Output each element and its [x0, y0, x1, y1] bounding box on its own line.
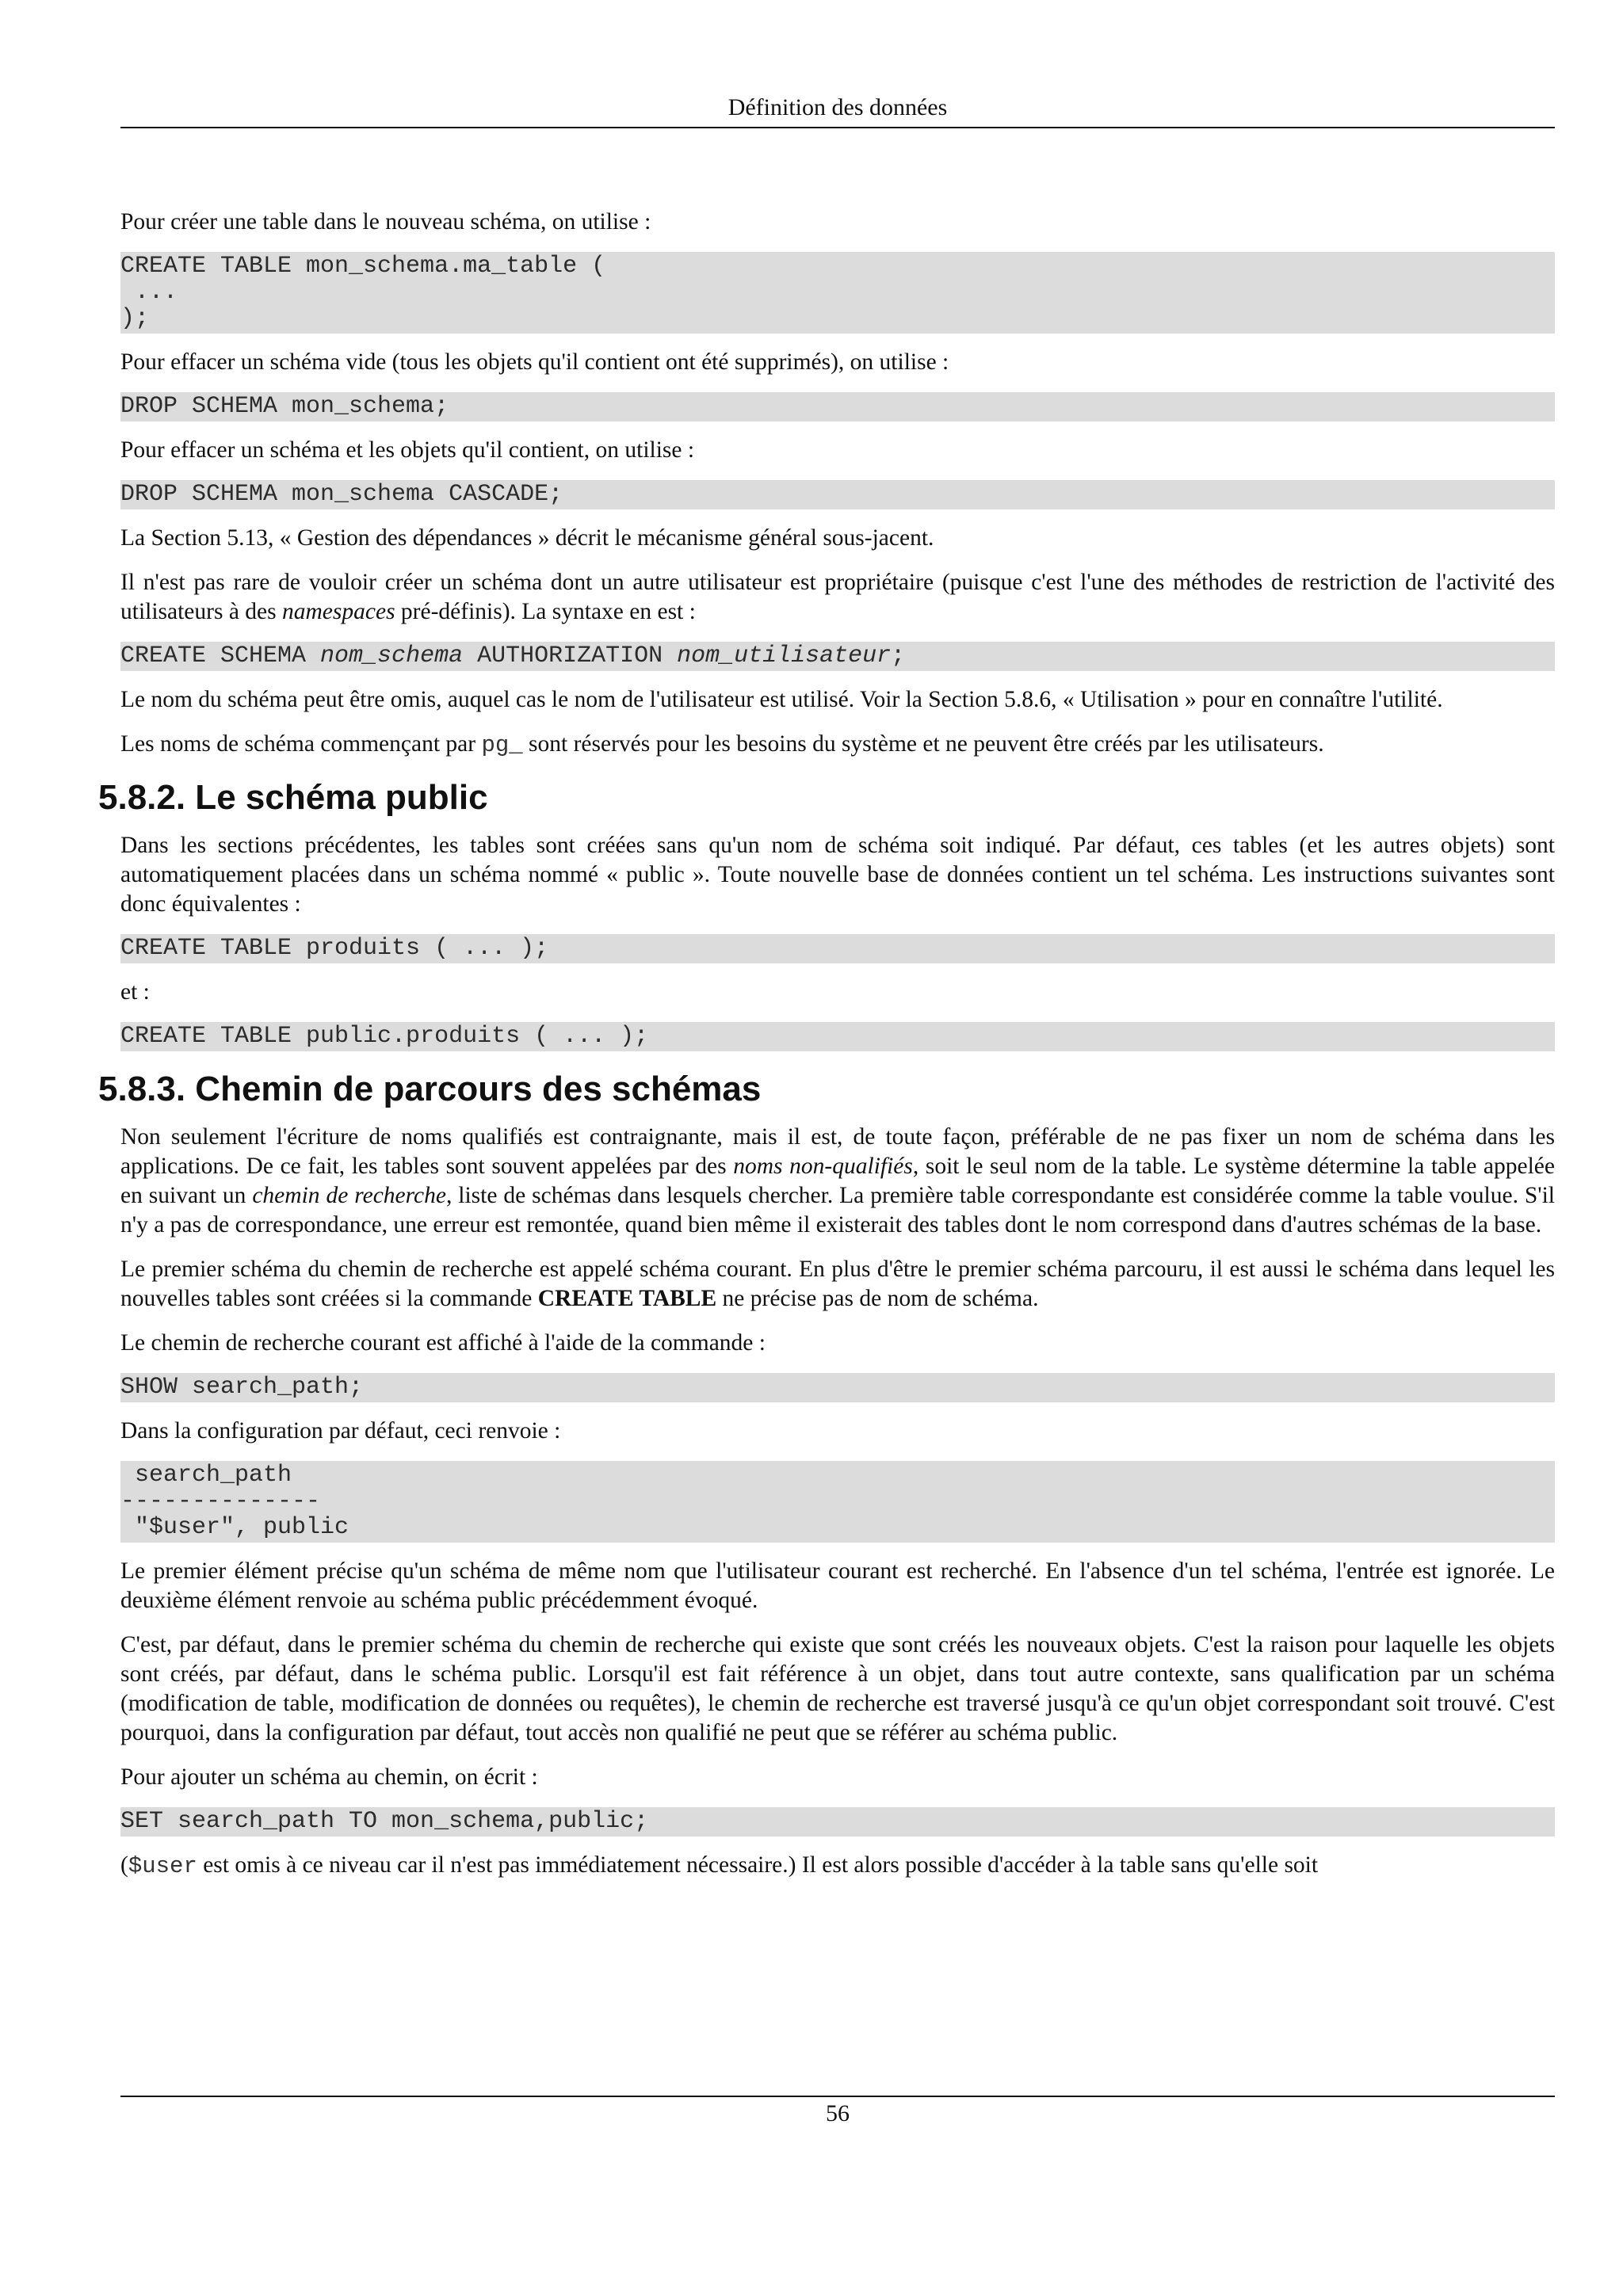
text-run: sont réservés pour les besoins du système et ne peuvent être créés par les utilisateurs. — [522, 731, 1324, 757]
paragraph — [120, 568, 1555, 627]
text-run: Les noms de schéma commençant par — [120, 731, 482, 757]
code-block: CREATE TABLE mon_schema.ma_table ( ... ); — [120, 252, 1555, 334]
paragraph: et : — [120, 979, 150, 1005]
text-run: Le premier schéma du chemin de recherche est appelé schéma courant. En plus d'être le premier schéma parcouru, il est aussi le schéma dans lequel les nouvelles tables sont créées si la commande — [120, 1257, 1555, 1311]
code-text: ; — [891, 643, 906, 669]
emphasis: noms non-qualifiés — [733, 1154, 913, 1179]
paragraph: Pour ajouter un schéma au chemin, on écrit : — [120, 1764, 538, 1790]
paragraph: La Section 5.13, « Gestion des dépendances » décrit le mécanisme général sous-jacent. — [120, 525, 934, 551]
code-block: CREATE TABLE public.produits ( ... ); — [120, 1022, 1555, 1051]
text-run: pré-définis). La syntaxe en est : — [395, 599, 696, 624]
paragraph: Pour effacer un schéma et les objets qu'il contient, on utilise : — [120, 437, 695, 463]
paragraph: C'est, par défaut, dans le premier schéma du chemin de recherche qui existe que sont créés les nouveaux objets. C'est la raison pour laquelle les objets sont créés, par défaut, dans le schéma public. Lorsqu'il est fait référence à un objet, dans tout autre contexte, sans qualification par un schéma (modification de table, modification de données ou requêtes), le chemin de recherche est traversé jusqu'à ce qu'un objet correspondant soit trouvé. C'est pourquoi, dans la configuration par défaut, tout accès non qualifié ne peut que se référer au schéma public. — [120, 1632, 1555, 1745]
running-header: Définition des données — [727, 94, 948, 120]
paragraph: Dans les sections précédentes, les tables sont créées sans qu'un nom de schéma soit indiqué. Par défaut, ces tables (et les autres objets) sont automatiquement placées dans un schéma nommé « public ». Toute nouvelle base de données contient un tel schéma. Les instructions suivantes sont donc équivalentes : — [120, 833, 1555, 917]
page-number: 56 — [826, 2100, 850, 2126]
paragraph — [120, 1123, 1555, 1240]
paragraph: Le premier élément précise qu'un schéma de même nom que l'utilisateur courant est recherché. En l'absence d'un tel schéma, l'entrée est ignorée. Le deuxième élément renvoie au schéma public précédemment évoqué. — [120, 1558, 1555, 1613]
emphasis: chemin de recherche — [252, 1183, 446, 1208]
strong-text: CREATE TABLE — [537, 1286, 717, 1311]
text-run: est omis à ce niveau car il n'est pas immédiatement nécessaire.) Il est alors possible d'accéder à la table sans qu'elle soit — [197, 1852, 1319, 1878]
emphasis: namespaces — [282, 599, 395, 624]
code-block: SHOW search_path; — [120, 1373, 1555, 1402]
paragraph: Pour effacer un schéma vide (tous les objets qu'il contient ont été supprimés), on utilise : — [120, 349, 949, 375]
text-run: , liste de schémas dans lesquels chercher. La première table correspondante est considérée comme la table voulue. S'il n'y a pas de correspondance, une erreur est remontée, quand bien même il existerait des tables dont le nom correspond dans d'autres schémas de la base. — [120, 1183, 1555, 1238]
page-body — [98, 208, 1555, 1896]
text-run: Il n'est pas rare de vouloir créer un schéma dont un autre utilisateur est propriétaire (puisque c'est l'une des méthodes de restriction de l'activité des utilisateurs à des — [120, 570, 1555, 624]
code-block — [120, 642, 1555, 671]
paragraph: Le nom du schéma peut être omis, auquel cas le nom de l'utilisateur est utilisé. Voir la Section 5.8.6, « Utilisation » pour en connaître l'utilité. — [120, 687, 1443, 712]
paragraph: Dans la configuration par défaut, ceci renvoie : — [120, 1418, 561, 1444]
inline-code: $user — [128, 1853, 197, 1879]
text-run: ( — [120, 1852, 128, 1878]
paragraph — [120, 1255, 1555, 1314]
paragraph: Pour créer une table dans le nouveau schéma, on utilise : — [120, 209, 651, 235]
code-variable: nom_schema — [320, 643, 464, 669]
footer-rule — [120, 2096, 1555, 2097]
code-block: search_path -------------- "$user", public — [120, 1461, 1555, 1543]
section-heading: 5.8.2. Le schéma public — [98, 778, 488, 817]
code-block: CREATE TABLE produits ( ... ); — [120, 934, 1555, 963]
code-block: DROP SCHEMA mon_schema; — [120, 392, 1555, 421]
code-text: AUTHORIZATION — [463, 643, 678, 669]
section-heading: 5.8.3. Chemin de parcours des schémas — [98, 1070, 762, 1108]
code-block: DROP SCHEMA mon_schema CASCADE; — [120, 480, 1555, 509]
text-run: , soit le seul nom de la table. Le système détermine la table appelée en suivant un — [120, 1154, 1555, 1208]
header-rule — [120, 127, 1555, 128]
text-run: ne précise pas de nom de schéma. — [716, 1286, 1039, 1311]
inline-code: pg_ — [481, 732, 523, 758]
paragraph — [120, 1851, 1555, 1881]
code-block: SET search_path TO mon_schema,public; — [120, 1807, 1555, 1836]
code-text: CREATE SCHEMA — [120, 643, 321, 669]
paragraph: Le chemin de recherche courant est affiché à l'aide de la commande : — [120, 1330, 766, 1356]
text-run: Non seulement l'écriture de noms qualifiés est contraignante, mais il est, de toute façon, préférable de ne pas fixer un nom de schéma dans les applications. De ce fait, les tables sont souvent appelées par des — [120, 1124, 1555, 1179]
paragraph — [120, 730, 1555, 760]
code-variable: nom_utilisateur — [677, 643, 892, 669]
